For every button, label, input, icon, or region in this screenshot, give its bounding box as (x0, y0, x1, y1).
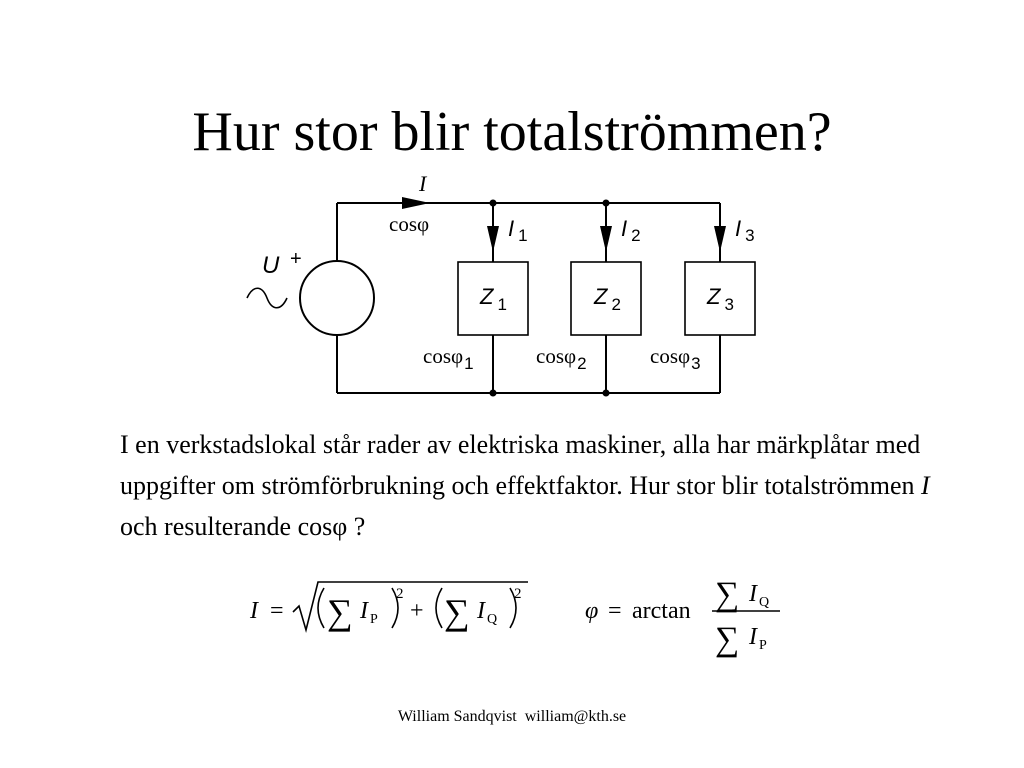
formula2-func: arctan (632, 598, 691, 624)
total-current-label: I (419, 171, 427, 196)
formula2-equals: = (608, 598, 622, 624)
footer-author: William Sandqvist william@kth.se (397, 708, 627, 725)
formula1-lhs: I (250, 598, 258, 624)
total-cos-label: cosφ (389, 212, 430, 236)
left-paren-1 (318, 588, 324, 628)
impedance-label: Z $_2$ (594, 284, 621, 314)
formula2-lhs: φ (585, 598, 599, 624)
branch-cos-label: cosφ$_1$ (423, 344, 474, 373)
source-polarity-plus: + (290, 248, 302, 270)
left-paren-2 (436, 588, 442, 628)
branch-current-label: I $_2$ (621, 216, 641, 245)
branch-current-label: I $_1$ (508, 216, 528, 245)
branch-cos-label: cosφ$_3$ (650, 344, 701, 373)
formula1-exp2: 2 (514, 586, 522, 602)
branch-current-label: I $_3$ (735, 216, 755, 245)
formula1-plus: + (410, 598, 424, 624)
formula1-exp1: 2 (396, 586, 404, 602)
total-current-formula (249, 582, 528, 632)
formula1-term2: I $_Q$ (477, 598, 498, 627)
formula2-denominator: I $_P$ (749, 624, 767, 653)
phase-angle-formula (585, 576, 780, 658)
impedance-label: Z $_3$ (707, 284, 734, 314)
numerator-sigma: ∑ (715, 576, 740, 613)
formula2-numerator: I $_Q$ (749, 581, 770, 610)
question-text-part2: och resulterande cosφ ? (120, 512, 366, 541)
question-text-part1: I en verkstadslokal står rader av elektriska maskiner, alla har märkplåtar med uppgifter om strömförbrukning och effektfaktor. Hur stor blir totalströmmen (120, 430, 922, 500)
denominator-sigma: ∑ (715, 621, 740, 658)
question-text-italic: I (921, 471, 930, 500)
sigma-1: ∑ (327, 592, 353, 632)
impedance-label: Z $_1$ (480, 284, 507, 314)
formula1-term1: I $_P$ (360, 598, 378, 627)
sigma-2: ∑ (444, 592, 470, 632)
footer (0, 708, 1024, 726)
slide-title: Hur stor blir totalströmmen? (192, 101, 832, 163)
branch-cos-label: cosφ$_2$ (536, 344, 587, 373)
formula1-equals: = (270, 598, 284, 624)
source-voltage-label: U (262, 252, 280, 279)
